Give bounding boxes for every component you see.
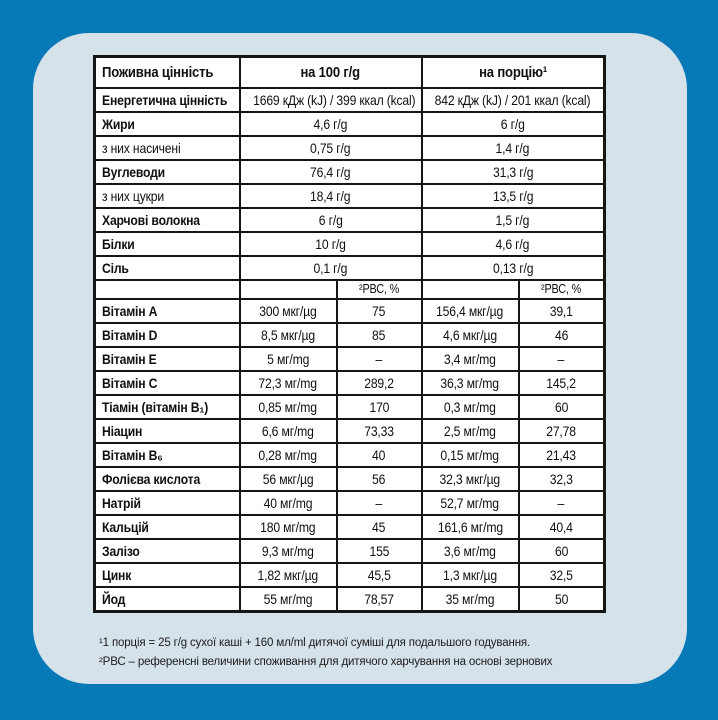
value-per-100g-cell bbox=[240, 467, 337, 491]
nutrient-label: Фолієва кислота bbox=[102, 471, 201, 487]
empty-cell bbox=[95, 280, 240, 299]
value-per-100g: 40 мг/mg bbox=[263, 495, 313, 511]
pbc-per-100g-cell bbox=[337, 299, 422, 323]
value-per-portion: 6 г/g bbox=[500, 116, 525, 132]
nutrient-label: Вітамін E bbox=[102, 351, 157, 367]
nutrient-label: Вітамін C bbox=[102, 375, 158, 391]
nutrient-label: Вітамін B₆ bbox=[102, 447, 163, 463]
pbc-per-100g: 40 bbox=[372, 447, 386, 463]
nutrient-label-cell bbox=[95, 491, 240, 515]
value-per-portion: 0,3 мг/mg bbox=[444, 399, 496, 415]
nutrient-label-cell bbox=[95, 112, 240, 136]
value-per-portion-cell bbox=[422, 160, 605, 184]
value-per-100g: 0,28 мг/mg bbox=[258, 447, 318, 463]
value-per-portion: 1,3 мкг/µg bbox=[443, 567, 497, 583]
value-per-100g-cell bbox=[240, 539, 337, 563]
value-per-portion: 1,5 г/g bbox=[495, 212, 530, 228]
header-nutrition-value-label: Поживна цінність bbox=[102, 64, 214, 81]
nutrient-label-cell bbox=[95, 371, 240, 395]
value-per-portion-cell bbox=[422, 467, 519, 491]
nutrient-label-cell bbox=[95, 467, 240, 491]
value-per-100g-cell bbox=[240, 371, 337, 395]
pbc-per-portion-cell bbox=[519, 515, 605, 539]
nutrient-row bbox=[95, 88, 605, 112]
macro-nutrients-section bbox=[95, 88, 605, 280]
nutrient-row bbox=[95, 256, 605, 280]
pbc-per-portion: 32,3 bbox=[549, 471, 573, 487]
value-per-portion-cell bbox=[422, 88, 605, 112]
pbc-per-portion: 50 bbox=[554, 591, 568, 607]
value-per-portion-cell bbox=[422, 136, 605, 160]
pbc-per-100g: 78,57 bbox=[364, 591, 394, 607]
pbc-per-portion: 32,5 bbox=[549, 567, 573, 583]
value-per-100g-cell bbox=[240, 256, 422, 280]
value-per-portion: 1,4 г/g bbox=[495, 140, 530, 156]
pbc-per-portion: 145,2 bbox=[546, 375, 577, 391]
nutrient-row bbox=[95, 467, 605, 491]
nutrient-label-cell bbox=[95, 184, 240, 208]
value-per-portion: 3,6 мг/mg bbox=[444, 543, 496, 559]
nutrient-row bbox=[95, 299, 605, 323]
nutrient-label-cell bbox=[95, 347, 240, 371]
value-per-100g-cell bbox=[240, 136, 422, 160]
nutrient-label-cell bbox=[95, 563, 240, 587]
nutrient-row bbox=[95, 323, 605, 347]
nutrient-label-cell bbox=[95, 419, 240, 443]
pbc-per-portion-cell bbox=[519, 539, 605, 563]
value-per-portion-cell bbox=[422, 184, 605, 208]
nutrient-row bbox=[95, 347, 605, 371]
value-per-100g-cell bbox=[240, 232, 422, 256]
value-per-100g: 72,3 мг/mg bbox=[258, 375, 318, 391]
header-nutrition-value bbox=[95, 57, 240, 89]
value-per-100g: 1,82 мкг/µg bbox=[257, 567, 319, 583]
pbc-per-100g: – bbox=[375, 495, 383, 511]
value-per-100g-cell bbox=[240, 587, 337, 612]
value-per-100g: 0,1 г/g bbox=[313, 260, 348, 276]
pbc-per-100g-cell bbox=[337, 491, 422, 515]
pbc-per-portion: 21,43 bbox=[546, 447, 577, 463]
value-per-portion-cell bbox=[422, 539, 519, 563]
value-per-portion: 2,5 мг/mg bbox=[444, 423, 496, 439]
value-per-100g-cell bbox=[240, 208, 422, 232]
value-per-portion: 52,7 мг/mg bbox=[440, 495, 500, 511]
pbc-subheader-section bbox=[95, 280, 605, 299]
pbc-per-100g-cell bbox=[337, 539, 422, 563]
nutrient-row bbox=[95, 587, 605, 612]
nutrient-row bbox=[95, 160, 605, 184]
nutrient-label: Вітамін D bbox=[102, 327, 158, 343]
value-per-100g-cell bbox=[240, 160, 422, 184]
nutrient-row bbox=[95, 232, 605, 256]
nutrient-label: Ніацин bbox=[102, 423, 143, 439]
nutrient-label-cell bbox=[95, 323, 240, 347]
nutrient-label: Вуглеводи bbox=[102, 164, 165, 180]
nutrient-label: Тіамін (вітамін B₁) bbox=[102, 399, 209, 415]
nutrient-label: Жири bbox=[102, 116, 135, 132]
value-per-100g-cell bbox=[240, 419, 337, 443]
value-per-100g-cell bbox=[240, 347, 337, 371]
value-per-portion: 4,6 г/g bbox=[495, 236, 530, 252]
footnote-portion-definition: ¹1 порція = 25 г/g сухої каші + 160 мл/ml дитячої суміші для подальшого годування. bbox=[99, 637, 531, 649]
pbc-header-100g-label: ²РВС, % bbox=[358, 282, 400, 296]
value-per-portion: 156,4 мкг/µg bbox=[436, 303, 504, 319]
value-per-portion: 3,4 мг/mg bbox=[444, 351, 496, 367]
pbc-per-100g-cell bbox=[337, 443, 422, 467]
nutrient-row bbox=[95, 184, 605, 208]
pbc-per-portion: – bbox=[557, 495, 565, 511]
value-per-portion-cell bbox=[422, 371, 519, 395]
pbc-per-100g: 289,2 bbox=[364, 375, 394, 391]
value-per-portion: 13,5 г/g bbox=[492, 188, 533, 204]
header-per-100g bbox=[240, 57, 422, 89]
nutrient-label-cell bbox=[95, 443, 240, 467]
value-per-portion-cell bbox=[422, 587, 519, 612]
nutrient-label-cell bbox=[95, 208, 240, 232]
value-per-portion: 36,3 мг/mg bbox=[440, 375, 500, 391]
pbc-per-100g: 75 bbox=[372, 303, 386, 319]
pbc-per-100g-cell bbox=[337, 563, 422, 587]
value-per-100g: 18,4 г/g bbox=[310, 188, 351, 204]
value-per-portion: 161,6 мг/mg bbox=[437, 519, 503, 535]
pbc-per-100g: 85 bbox=[372, 327, 386, 343]
nutrition-panel bbox=[33, 33, 687, 684]
value-per-portion-cell bbox=[422, 299, 519, 323]
nutrient-label-cell bbox=[95, 256, 240, 280]
pbc-per-100g: – bbox=[375, 351, 383, 367]
nutrient-row bbox=[95, 395, 605, 419]
nutrient-label: Білки bbox=[102, 236, 135, 252]
pbc-per-portion-cell bbox=[519, 491, 605, 515]
value-per-100g: 6 г/g bbox=[318, 212, 343, 228]
pbc-per-portion: – bbox=[557, 351, 565, 367]
pbc-per-100g: 45 bbox=[372, 519, 386, 535]
value-per-portion: 35 мг/mg bbox=[445, 591, 495, 607]
pbc-header-100g bbox=[337, 280, 422, 299]
nutrient-row bbox=[95, 515, 605, 539]
value-per-100g-cell bbox=[240, 299, 337, 323]
nutrient-row bbox=[95, 136, 605, 160]
pbc-per-portion-cell bbox=[519, 443, 605, 467]
pbc-header-portion bbox=[519, 280, 605, 299]
value-per-portion-cell bbox=[422, 323, 519, 347]
pbc-per-portion-cell bbox=[519, 587, 605, 612]
vitamins-minerals-section bbox=[95, 299, 605, 612]
value-per-100g-cell bbox=[240, 491, 337, 515]
pbc-per-100g: 155 bbox=[369, 543, 389, 559]
value-per-portion-cell bbox=[422, 112, 605, 136]
value-per-100g: 8,5 мкг/µg bbox=[261, 327, 315, 343]
pbc-per-portion-cell bbox=[519, 419, 605, 443]
value-per-portion: 0,15 мг/mg bbox=[440, 447, 500, 463]
pbc-per-portion: 40,4 bbox=[549, 519, 573, 535]
nutrient-label-cell bbox=[95, 88, 240, 112]
value-per-100g: 9,3 мг/mg bbox=[262, 543, 314, 559]
pbc-per-portion: 60 bbox=[554, 399, 568, 415]
value-per-100g: 10 г/g bbox=[315, 236, 346, 252]
nutrient-label-cell bbox=[95, 539, 240, 563]
nutrient-row bbox=[95, 491, 605, 515]
value-per-portion-cell bbox=[422, 347, 519, 371]
pbc-per-100g-cell bbox=[337, 587, 422, 612]
value-per-100g: 56 мкг/µg bbox=[262, 471, 314, 487]
nutrient-label: Залізо bbox=[102, 543, 140, 559]
pbc-subheader-row bbox=[95, 280, 605, 299]
nutrient-label: Кальцій bbox=[102, 519, 149, 535]
nutrient-label-cell bbox=[95, 515, 240, 539]
pbc-per-portion: 27,78 bbox=[546, 423, 577, 439]
pbc-header-portion-label: ²РВС, % bbox=[541, 282, 582, 296]
pbc-per-100g: 45,5 bbox=[367, 567, 391, 583]
value-per-100g: 180 мг/mg bbox=[260, 519, 316, 535]
pbc-per-portion-cell bbox=[519, 299, 605, 323]
nutrient-label: Енергетична цінність bbox=[102, 92, 228, 108]
nutrient-label-cell bbox=[95, 299, 240, 323]
nutrient-label-cell bbox=[95, 395, 240, 419]
nutrient-label: Йод bbox=[102, 591, 126, 607]
value-per-portion: 4,6 мкг/µg bbox=[443, 327, 497, 343]
pbc-per-portion-cell bbox=[519, 563, 605, 587]
nutrient-row bbox=[95, 419, 605, 443]
value-per-100g-cell bbox=[240, 323, 337, 347]
value-per-portion-cell bbox=[422, 395, 519, 419]
nutrient-row bbox=[95, 371, 605, 395]
value-per-100g: 4,6 г/g bbox=[313, 116, 348, 132]
value-per-100g-cell bbox=[240, 443, 337, 467]
value-per-100g: 76,4 г/g bbox=[310, 164, 351, 180]
value-per-100g: 6,6 мг/mg bbox=[262, 423, 314, 439]
header-per-100g-label: на 100 г/g bbox=[300, 64, 361, 81]
nutrient-label: Сіль bbox=[102, 260, 129, 276]
pbc-per-100g: 56 bbox=[372, 471, 386, 487]
value-per-100g-cell bbox=[240, 563, 337, 587]
pbc-per-100g-cell bbox=[337, 395, 422, 419]
value-per-portion-cell bbox=[422, 443, 519, 467]
empty-cell bbox=[240, 280, 337, 299]
value-per-100g: 55 мг/mg bbox=[263, 591, 313, 607]
value-per-100g: 300 мкг/µg bbox=[259, 303, 317, 319]
nutrient-label: з них цукри bbox=[102, 188, 165, 204]
value-per-portion: 842 кДж (kJ) / 201 ккал (kcal) bbox=[434, 92, 591, 108]
pbc-per-100g: 170 bbox=[369, 399, 389, 415]
nutrient-row bbox=[95, 443, 605, 467]
value-per-portion-cell bbox=[422, 232, 605, 256]
pbc-per-100g-cell bbox=[337, 515, 422, 539]
empty-cell bbox=[422, 280, 519, 299]
nutrient-label: Харчові волокна bbox=[102, 212, 200, 228]
header-per-portion bbox=[422, 57, 605, 89]
nutrition-table bbox=[93, 55, 606, 613]
value-per-100g-cell bbox=[240, 395, 337, 419]
value-per-portion: 0,13 г/g bbox=[492, 260, 533, 276]
nutrient-row bbox=[95, 208, 605, 232]
pbc-per-portion-cell bbox=[519, 371, 605, 395]
pbc-per-portion-cell bbox=[519, 395, 605, 419]
header-per-portion-label: на порцію¹ bbox=[478, 64, 547, 81]
value-per-100g: 1669 кДж (kJ) / 399 ккал (kcal) bbox=[252, 92, 415, 108]
pbc-per-100g-cell bbox=[337, 323, 422, 347]
nutrient-label: з них насичені bbox=[102, 140, 181, 156]
footnotes bbox=[99, 634, 659, 671]
value-per-portion-cell bbox=[422, 515, 519, 539]
value-per-100g-cell bbox=[240, 112, 422, 136]
value-per-100g-cell bbox=[240, 515, 337, 539]
pbc-per-portion-cell bbox=[519, 323, 605, 347]
value-per-portion: 31,3 г/g bbox=[492, 164, 533, 180]
nutrient-label: Натрій bbox=[102, 495, 141, 511]
pbc-per-100g-cell bbox=[337, 347, 422, 371]
value-per-portion-cell bbox=[422, 491, 519, 515]
value-per-100g: 0,75 г/g bbox=[310, 140, 351, 156]
pbc-per-100g-cell bbox=[337, 467, 422, 491]
nutrient-label-cell bbox=[95, 587, 240, 612]
pbc-per-portion: 39,1 bbox=[549, 303, 573, 319]
value-per-100g-cell bbox=[240, 184, 422, 208]
value-per-portion: 32,3 мкг/µg bbox=[439, 471, 501, 487]
nutrient-label-cell bbox=[95, 160, 240, 184]
value-per-portion-cell bbox=[422, 256, 605, 280]
pbc-per-100g-cell bbox=[337, 371, 422, 395]
pbc-per-portion: 46 bbox=[554, 327, 568, 343]
pbc-per-portion-cell bbox=[519, 347, 605, 371]
value-per-portion-cell bbox=[422, 563, 519, 587]
value-per-100g: 0,85 мг/mg bbox=[258, 399, 318, 415]
value-per-portion-cell bbox=[422, 419, 519, 443]
pbc-per-100g: 73,33 bbox=[364, 423, 394, 439]
value-per-100g-cell bbox=[240, 88, 422, 112]
value-per-portion-cell bbox=[422, 208, 605, 232]
nutrient-row bbox=[95, 112, 605, 136]
nutrient-row bbox=[95, 563, 605, 587]
value-per-100g: 5 мг/mg bbox=[266, 351, 310, 367]
nutrient-label: Цинк bbox=[102, 567, 132, 583]
nutrient-label: Вітамін A bbox=[102, 303, 158, 319]
nutrient-row bbox=[95, 539, 605, 563]
pbc-per-portion-cell bbox=[519, 467, 605, 491]
table-header-row bbox=[95, 57, 605, 89]
nutrient-label-cell bbox=[95, 232, 240, 256]
nutrient-label-cell bbox=[95, 136, 240, 160]
pbc-per-portion: 60 bbox=[554, 543, 568, 559]
pbc-per-100g-cell bbox=[337, 419, 422, 443]
footnote-pbc-definition: ²РВС – референсні величини споживання для дитячого харчування на основі зернових bbox=[99, 655, 553, 668]
